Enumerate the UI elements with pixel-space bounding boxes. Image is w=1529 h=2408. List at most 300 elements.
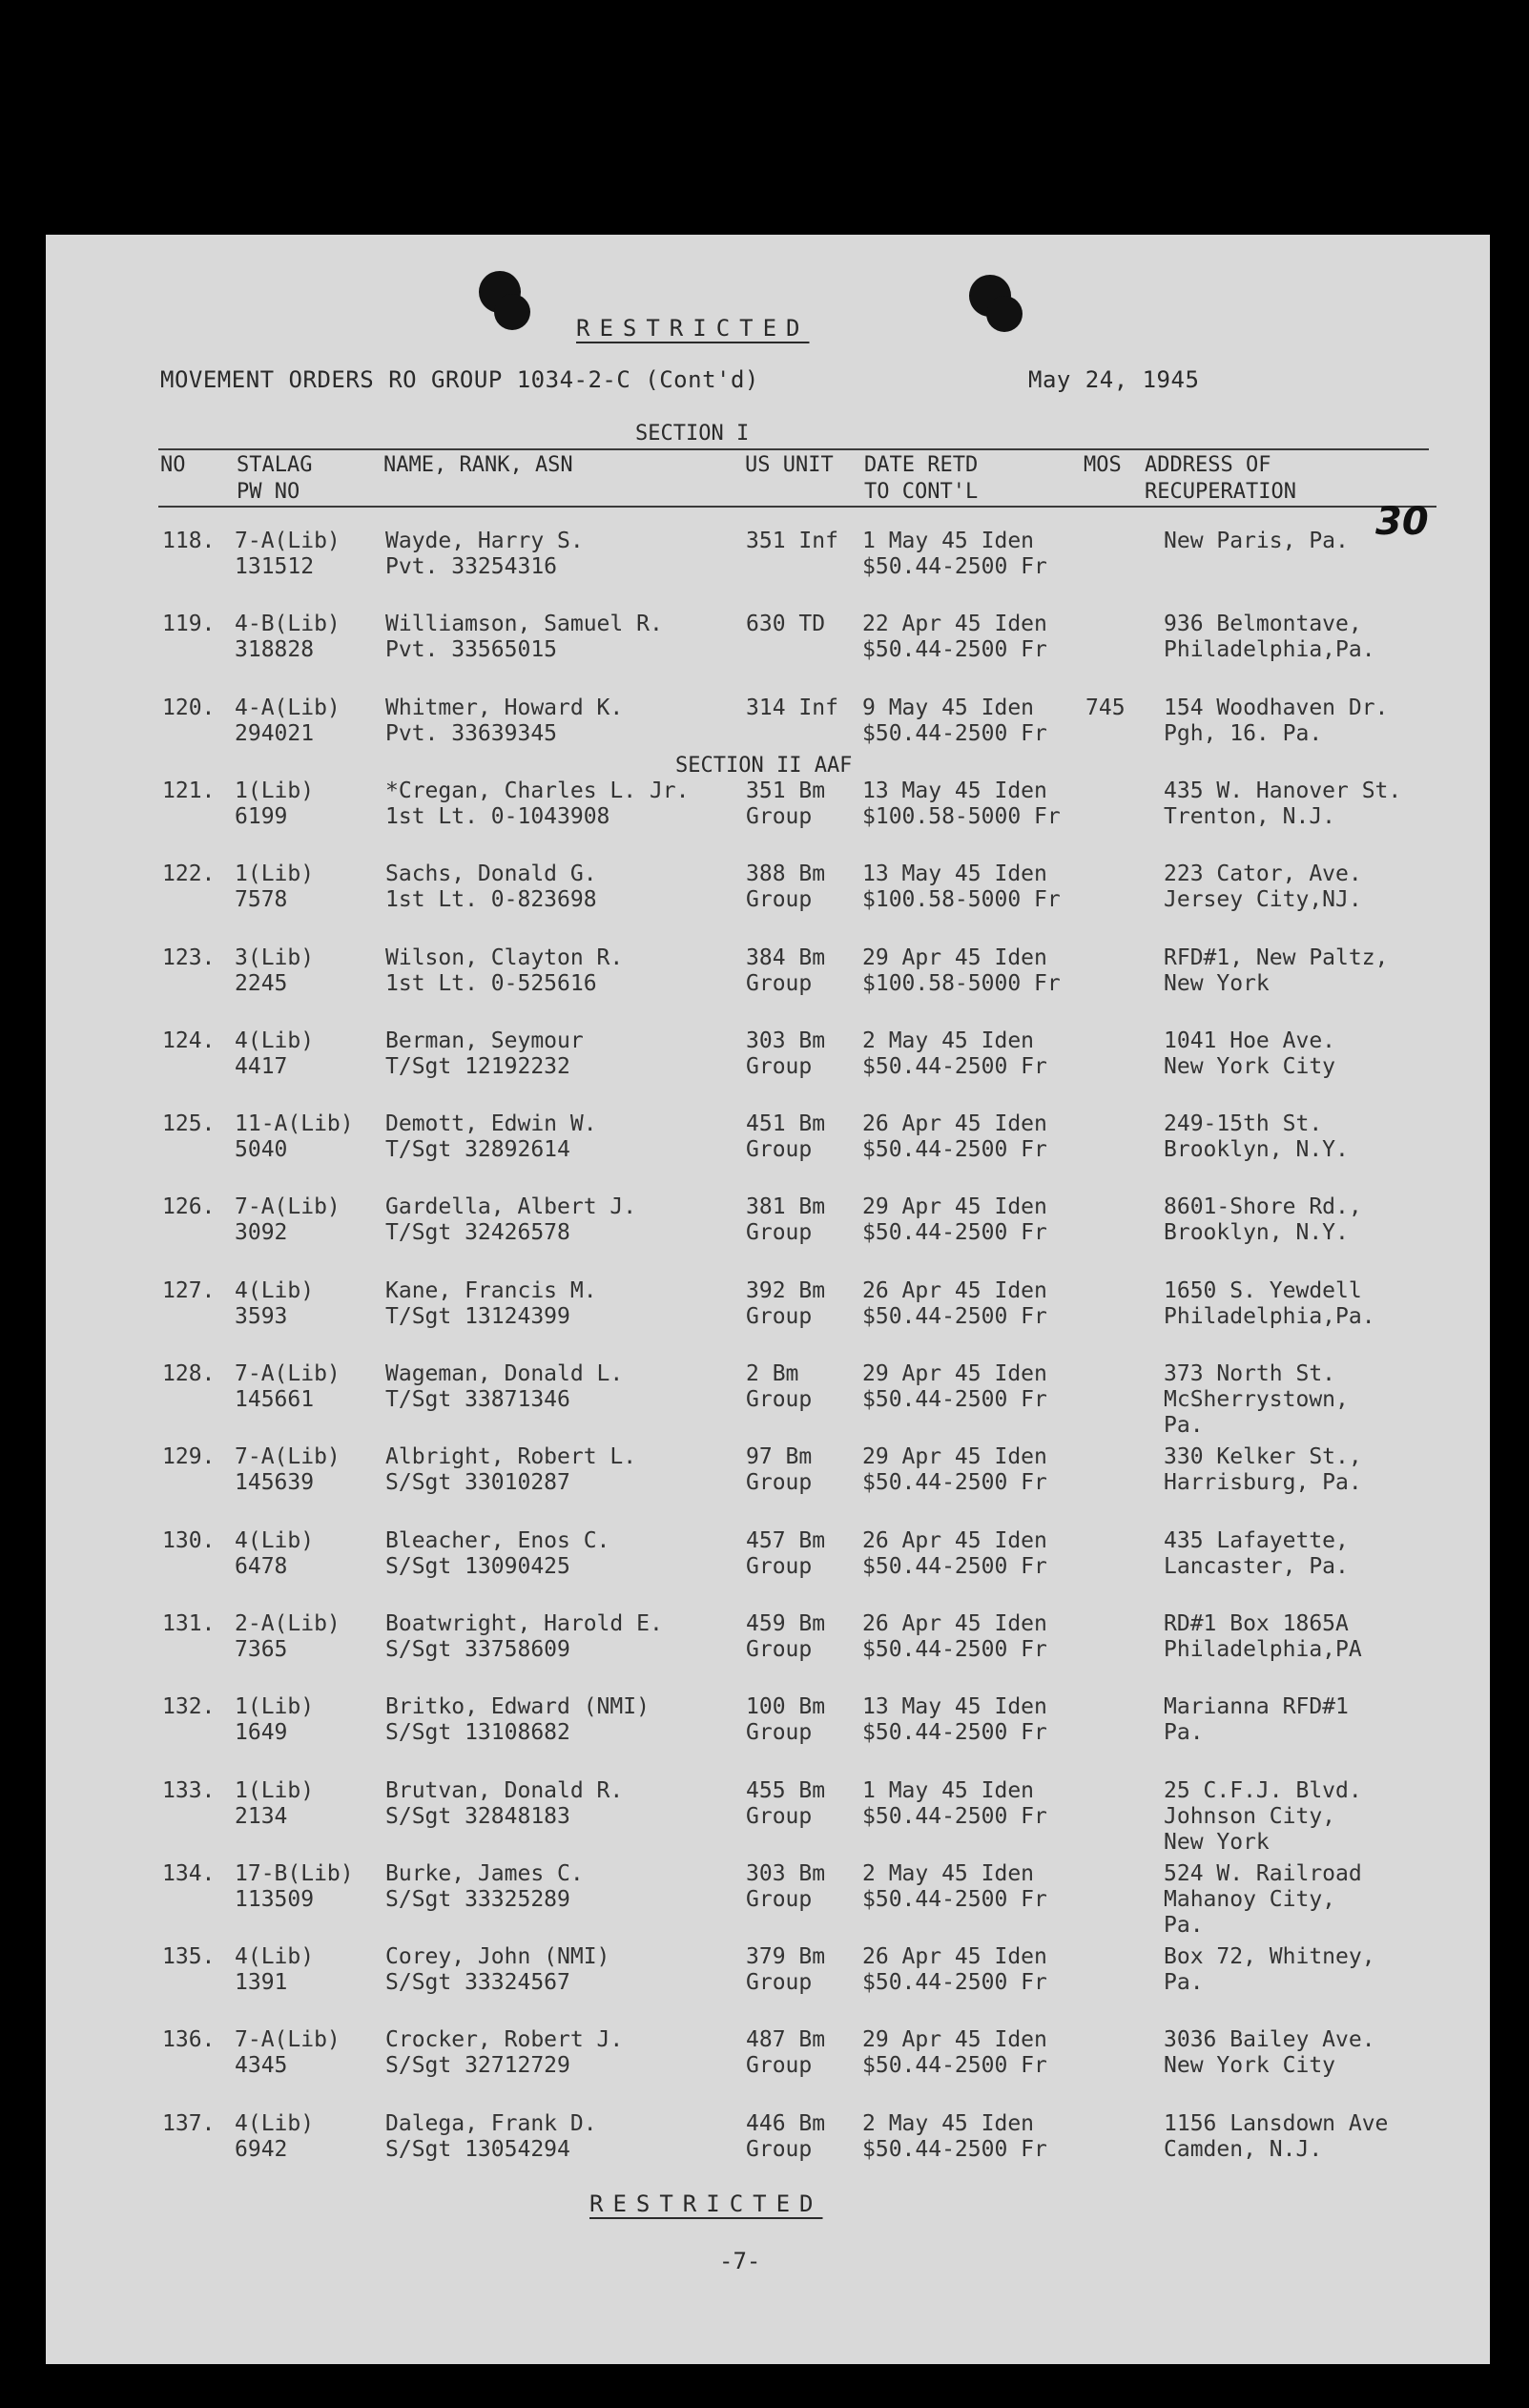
cell-rank_asn: S/Sgt 33325289 [385,1886,570,1912]
cell-addr1: 1041 Hoe Ave. [1164,1028,1336,1053]
cell-stalag [235,1611,341,1663]
cell-no: 125. [162,1111,216,1137]
restricted-header: RESTRICTED [576,315,810,342]
cell-name [385,1861,584,1913]
cell-addr2: Philadelphia,Pa. [1164,1303,1375,1329]
table-row [46,1028,1490,1109]
cell-name: Bleacher, Enos C. [385,1527,610,1553]
cell-addr [1164,1861,1362,1939]
cell-date1: 26 Apr 45 Iden [862,1610,1047,1636]
cell-no [162,612,215,637]
cell-unit1: 351 Bm [746,778,826,803]
cell-stalag: 1(Lib) [235,778,315,803]
cell-stalag [235,2111,314,2163]
cell-addr1: 524 W. Railroad [1164,1860,1362,1886]
cell-stalag [235,861,314,913]
cell-date2: $50.44-2500 Fr [862,2053,1047,2079]
cell-stalag [235,695,341,747]
table-row [46,1444,1490,1525]
cell-date2: $50.44-2500 Fr [862,1970,1047,1996]
table-row [46,2027,1490,2107]
cell-date [862,1694,1047,1746]
cell-unit [746,1028,825,1080]
cell-date [862,1444,1047,1496]
cell-unit1: 451 Bm [746,1111,826,1137]
cell-date [862,1361,1047,1413]
cell-no: 131. [162,1610,216,1636]
cell-no [162,945,215,971]
cell-addr [1164,1944,1375,1996]
cell-unit1: 446 Bm [746,2110,826,2136]
punch-hole-right-lower [986,296,1023,332]
cell-stalag [235,778,314,830]
cell-unit [746,1861,825,1913]
cell-name: Demott, Edwin W. [385,1111,597,1137]
cell-stalag [235,1194,341,1246]
cell-name [385,529,584,580]
cell-date [862,695,1047,747]
cell-date1: 26 Apr 45 Iden [862,1944,1047,1970]
cell-name: Gardella, Albert J. [385,1194,637,1220]
cell-pw: 294021 [235,720,315,746]
cell-name [385,1194,636,1246]
table-row [46,1278,1490,1359]
cell-date [862,2111,1047,2163]
restricted-footer: RESTRICTED [589,2190,823,2217]
cell-name: Albright, Robert L. [385,1444,637,1470]
table-row [46,945,1490,1026]
cell-pw: 6942 [235,2136,288,2162]
cell-name [385,1028,584,1080]
cell-addr1: New Paris, Pa. [1164,529,1349,553]
punch-hole-left-lower [494,294,530,330]
cell-unit2: Group [746,970,813,996]
cell-addr1: RD#1 Box 1865A [1164,1610,1349,1636]
cell-no: 120. [162,695,216,720]
cell-rank_asn: 1st Lt. 0-1043908 [385,803,610,829]
cell-addr [1164,1528,1349,1580]
cell-rank_asn: 1st Lt. 0-823698 [385,887,597,913]
cell-name [385,1944,610,1996]
cell-name: Sachs, Donald G. [385,861,597,887]
cell-no [162,1944,215,1970]
cell-addr1: 8601-Shore Rd., [1164,1194,1362,1220]
table-row [46,1611,1490,1692]
cell-date1: 2 May 45 Iden [862,2110,1035,2136]
cell-stalag: 4(Lib) [235,1028,315,1053]
cell-date2: $50.44-2500 Fr [862,1137,1047,1163]
col-date [864,452,978,506]
cell-stalag [235,1111,354,1163]
cell-rank_asn: Pvt. 33254316 [385,554,558,579]
cell-addr2: Pa. [1164,1970,1204,1996]
cell-rank_asn: T/Sgt 33871346 [385,1387,570,1412]
cell-pw: 6478 [235,1553,288,1579]
cell-stalag: 7-A(Lib) [235,1194,341,1220]
cell-name [385,945,623,997]
cell-name [385,1361,623,1413]
cell-no: 127. [162,1277,216,1303]
cell-pw: 3092 [235,1220,288,1246]
cell-date [862,1778,1047,1830]
cell-date2: $100.58-5000 Fr [862,970,1061,996]
cell-addr2: Jersey City,NJ. [1164,887,1362,913]
cell-no: 129. [162,1444,216,1470]
page-number: -7- [719,2248,761,2274]
cell-unit2: Group [746,1886,813,1912]
cell-stalag: 4(Lib) [235,1944,315,1970]
cell-rank_asn: Pvt. 33565015 [385,637,558,663]
cell-date2: $50.44-2500 Fr [862,1053,1047,1079]
cell-pw: 113509 [235,1886,315,1912]
cell-no: 132. [162,1694,216,1720]
cell-name [385,861,597,913]
cell-stalag [235,1528,314,1580]
cell-unit2: Group [746,1636,813,1662]
cell-pw: 7365 [235,1636,288,1662]
cell-date [862,1611,1047,1663]
cell-rank_asn: 1st Lt. 0-525616 [385,970,597,996]
cell-unit2: Group [746,1803,813,1829]
table-row [46,1944,1490,2024]
cell-date1: 1 May 45 Iden [862,1777,1035,1803]
cell-unit2: Group [746,1303,813,1329]
cell-addr1: 25 C.F.J. Blvd. [1164,1777,1362,1803]
col-stalag [237,452,312,506]
cell-no [162,2111,215,2137]
cell-pw: 145639 [235,1470,315,1496]
cell-name [385,1444,636,1496]
cell-unit1: 381 Bm [746,1194,826,1220]
cell-rank_asn: T/Sgt 12192232 [385,1053,570,1079]
cell-unit1: 459 Bm [746,1610,826,1636]
cell-no: 128. [162,1361,216,1386]
cell-name: Corey, John (NMI) [385,1944,610,1970]
cell-mos [1085,695,1126,721]
cell-addr [1164,695,1388,747]
cell-date1: 2 May 45 Iden [862,1028,1035,1053]
cell-unit [746,861,825,913]
handwritten-page-number: 30 [1375,500,1429,544]
cell-pw: 145661 [235,1387,315,1412]
table-row [46,1111,1490,1192]
cell-unit2: Group [746,1970,813,1996]
section-one-label: SECTION I [635,422,750,446]
cell-date [862,1528,1047,1580]
cell-no [162,1194,215,1220]
cell-date1: 13 May 45 Iden [862,1694,1047,1720]
cell-mos: 745 [1085,695,1126,720]
cell-stalag: 4(Lib) [235,1527,315,1553]
cell-unit1: 2 Bm [746,1361,799,1386]
cell-no: 124. [162,1028,216,1053]
col-mos: MOS [1084,453,1122,477]
cell-stalag [235,1944,314,1996]
cell-unit2: Group [746,1137,813,1163]
table-row [46,1861,1490,1941]
cell-date2: $50.44-2500 Fr [862,554,1047,579]
cell-rank_asn: T/Sgt 32892614 [385,1137,570,1163]
cell-unit1: 100 Bm [746,1694,826,1720]
cell-addr2: New York [1164,970,1270,996]
cell-addr2: New York City [1164,2053,1336,2079]
cell-name: Kane, Francis M. [385,1277,597,1303]
cell-stalag: 2-A(Lib) [235,1610,341,1636]
cell-stalag: 3(Lib) [235,945,315,970]
cell-pw: 318828 [235,637,315,663]
cell-date1: 9 May 45 Iden [862,695,1035,720]
cell-addr2: Harrisburg, Pa. [1164,1470,1362,1496]
cell-date2: $50.44-2500 Fr [862,1886,1047,1912]
cell-date1: 29 Apr 45 Iden [862,1194,1047,1220]
cell-no [162,778,215,804]
table-row [46,2111,1490,2191]
table-row [46,778,1490,859]
cell-date [862,1861,1047,1913]
cell-addr3: Pa. [1164,1413,1204,1438]
cell-addr2: McSherrystown, [1164,1387,1349,1412]
cell-stalag: 1(Lib) [235,1694,315,1720]
cell-no: 119. [162,612,216,637]
cell-no [162,1528,215,1554]
cell-no: 136. [162,2027,216,2053]
cell-pw: 131512 [235,554,315,579]
cell-date2: $100.58-5000 Fr [862,803,1061,829]
cell-rank_asn: T/Sgt 13124399 [385,1303,570,1329]
cell-date2: $50.44-2500 Fr [862,1803,1047,1829]
cell-date1: 26 Apr 45 Iden [862,1111,1047,1137]
cell-no [162,1028,215,1054]
cell-addr [1164,1278,1375,1330]
cell-pw: 5040 [235,1137,288,1163]
cell-stalag [235,1361,341,1413]
cell-stalag: 4(Lib) [235,1277,315,1303]
cell-date [862,778,1061,830]
cell-no [162,1694,215,1720]
cell-rank_asn: T/Sgt 32426578 [385,1220,570,1246]
col-stalag-1: STALAG [237,453,313,477]
cell-addr1: 435 Lafayette, [1164,1527,1349,1553]
cell-date2: $50.44-2500 Fr [862,720,1047,746]
cell-addr [1164,1194,1362,1246]
cell-unit [746,1444,812,1496]
cell-unit2: Group [746,803,813,829]
document-page [46,235,1490,2364]
cell-unit2: Group [746,2136,813,2162]
cell-unit1: 455 Bm [746,1777,826,1803]
cell-rank_asn: S/Sgt 13108682 [385,1720,570,1746]
cell-stalag [235,1694,314,1746]
cell-date2: $50.44-2500 Fr [862,1303,1047,1329]
cell-addr [1164,1778,1362,1856]
cell-addr1: 223 Cator, Ave. [1164,861,1362,887]
cell-unit2: Group [746,887,813,913]
cell-unit1: 630 TD [746,612,826,637]
cell-name: Brutvan, Donald R. [385,1777,624,1803]
col-no: NO [160,453,186,477]
cell-addr [1164,1611,1362,1663]
cell-unit2: Group [746,1470,813,1496]
cell-addr1: RFD#1, New Paltz, [1164,945,1389,970]
cell-stalag [235,1778,314,1830]
cell-name [385,2027,623,2079]
cell-no: 126. [162,1194,216,1220]
cell-unit2: Group [746,1220,813,1246]
col-address [1145,452,1296,506]
cell-addr [1164,1694,1349,1746]
cell-unit [746,1778,825,1830]
cell-date2: $50.44-2500 Fr [862,1553,1047,1579]
cell-name [385,778,690,830]
cell-unit1: 457 Bm [746,1527,826,1553]
cell-unit1: 303 Bm [746,1028,826,1053]
cell-unit [746,2027,825,2079]
col-unit: US UNIT [745,453,834,477]
cell-date2: $50.44-2500 Fr [862,1220,1047,1246]
cell-pw: 4345 [235,2053,288,2079]
cell-addr [1164,861,1362,913]
cell-unit [746,945,825,997]
cell-stalag: 4-A(Lib) [235,695,341,720]
cell-addr2: Trenton, N.J. [1164,803,1336,829]
cell-name [385,2111,597,2163]
cell-date [862,1111,1047,1163]
cell-no [162,861,215,887]
cell-stalag [235,612,341,663]
cell-stalag: 7-A(Lib) [235,1444,341,1470]
cell-unit [746,1278,825,1330]
cell-unit2: Group [746,1720,813,1746]
cell-name [385,612,663,663]
cell-no [162,1861,215,1887]
cell-unit [746,1611,825,1663]
cell-stalag: 7-A(Lib) [235,2027,341,2053]
cell-date [862,1944,1047,1996]
cell-addr1: 435 W. Hanover St. [1164,778,1402,803]
cell-name [385,1778,623,1830]
cell-addr1: 373 North St. [1164,1361,1336,1386]
cell-addr2: Brooklyn, N.Y. [1164,1220,1349,1246]
cell-date1: 29 Apr 45 Iden [862,1361,1047,1386]
cell-pw: 6199 [235,803,288,829]
cell-no [162,1278,215,1304]
cell-unit [746,1194,825,1246]
cell-date1: 29 Apr 45 Iden [862,1444,1047,1470]
cell-date [862,2027,1047,2079]
cell-date1: 13 May 45 Iden [862,778,1047,803]
cell-unit [746,1361,812,1413]
cell-name: Wilson, Clayton R. [385,945,624,970]
cell-no: 130. [162,1527,216,1553]
cell-addr1: 1650 S. Yewdell [1164,1277,1362,1303]
cell-no: 123. [162,945,216,970]
cell-addr2: Pgh, 16. Pa. [1164,720,1323,746]
cell-unit1: 351 Inf [746,529,838,553]
cell-no [162,1111,215,1137]
cell-addr1: 154 Woodhaven Dr. [1164,695,1389,720]
cell-no: 118. [162,529,216,553]
cell-name: Wayde, Harry S. [385,529,584,553]
cell-addr3: New York [1164,1829,1270,1855]
cell-stalag: 4-B(Lib) [235,612,341,637]
cell-addr [1164,945,1388,997]
col-address-1: ADDRESS OF [1145,453,1271,477]
cell-name: Berman, Seymour [385,1028,584,1053]
cell-pw: 2245 [235,970,288,996]
cell-date [862,1194,1047,1246]
cell-date [862,529,1047,580]
cell-date1: 1 May 45 Iden [862,529,1035,553]
table-row [46,1778,1490,1858]
section-two-label: SECTION II AAF [675,754,853,778]
cell-addr [1164,529,1349,554]
cell-addr [1164,778,1401,830]
cell-unit1: 392 Bm [746,1277,826,1303]
cell-unit [746,2111,825,2163]
cell-date [862,945,1061,997]
cell-unit2: Group [746,2053,813,2079]
cell-addr3: Pa. [1164,1912,1204,1938]
cell-stalag [235,1278,314,1330]
cell-addr [1164,1028,1335,1080]
cell-stalag [235,1028,314,1080]
cell-name: Burke, James C. [385,1860,584,1886]
cell-date2: $50.44-2500 Fr [862,1387,1047,1412]
cell-date2: $50.44-2500 Fr [862,1720,1047,1746]
document-title: MOVEMENT ORDERS RO GROUP 1034-2-C (Cont'd) [160,366,759,393]
cell-date [862,1028,1047,1080]
cell-name: Williamson, Samuel R. [385,612,663,637]
cell-rank_asn: S/Sgt 13054294 [385,2136,570,2162]
cell-no [162,695,215,721]
col-date-1: DATE RETD [864,453,979,477]
cell-date1: 26 Apr 45 Iden [862,1277,1047,1303]
cell-date1: 13 May 45 Iden [862,861,1047,887]
cell-unit [746,1111,825,1163]
cell-addr1: Box 72, Whitney, [1164,1944,1375,1970]
cell-addr2: Camden, N.J. [1164,2136,1323,2162]
cell-name: Dalega, Frank D. [385,2110,597,2136]
col-date-2: TO CONT'L [864,480,979,504]
cell-name [385,1694,650,1746]
cell-name: Crocker, Robert J. [385,2027,624,2053]
cell-unit1: 384 Bm [746,945,826,970]
cell-addr2: Brooklyn, N.Y. [1164,1137,1349,1163]
cell-pw: 4417 [235,1053,288,1079]
cell-no: 137. [162,2110,216,2136]
cell-no: 122. [162,861,216,887]
cell-name [385,1528,610,1580]
cell-date2: $50.44-2500 Fr [862,637,1047,663]
cell-name: Wageman, Donald L. [385,1361,624,1386]
cell-rank_asn: Pvt. 33639345 [385,720,558,746]
cell-addr2: Philadelphia,PA [1164,1636,1362,1662]
cell-pw: 3593 [235,1303,288,1329]
col-stalag-2: PW NO [237,480,300,504]
cell-unit1: 303 Bm [746,1860,826,1886]
table-row [46,1694,1490,1775]
cell-date1: 26 Apr 45 Iden [862,1527,1047,1553]
cell-stalag: 4(Lib) [235,2110,315,2136]
cell-date2: $50.44-2500 Fr [862,2136,1047,2162]
cell-rank_asn: S/Sgt 32848183 [385,1803,570,1829]
cell-stalag: 17-B(Lib) [235,1860,354,1886]
cell-unit1: 487 Bm [746,2027,826,2053]
cell-addr2: New York City [1164,1053,1336,1079]
table-row [46,612,1490,692]
document-date: May 24, 1945 [1028,366,1200,393]
cell-date2: $50.44-2500 Fr [862,1636,1047,1662]
